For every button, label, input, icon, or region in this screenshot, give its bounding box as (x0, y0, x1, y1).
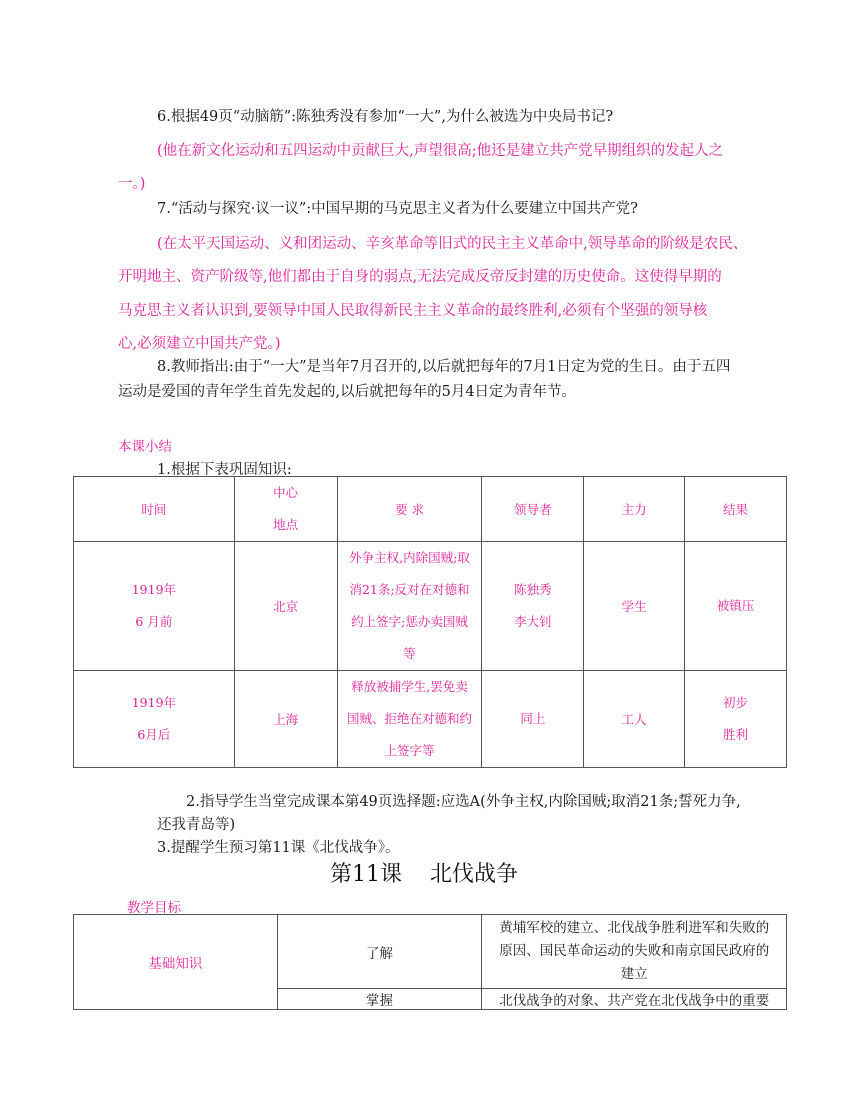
q7-answer-line-2: 开明地主、资产阶级等,他们都由于自身的弱点,无法完成反帝反封建的历史使命。这使得早期的 (118, 269, 722, 285)
summary-item-2-line-1: 2.指导学生当堂完成课本第49页选择题:应选A(外争主权,内除国贼;取消21条;誓死力争, (186, 794, 741, 810)
cell-force: 学生 (584, 542, 685, 671)
cell-time: 1919年 6月后 (74, 671, 235, 768)
q7-question: 7.“活动与探究·议一议”:中国早期的马克思主义者为什么要建立中国共产党? (157, 201, 638, 217)
q8-line-2: 运动是爱国的青年学生首先发起的,以后就把每年的5月4日定为青年节。 (118, 384, 577, 400)
q6-answer-line-2: 一。) (118, 176, 146, 192)
summary-item-1: 1.根据下表巩固知识: (157, 462, 292, 478)
objective-content: 北伐战争的对象、共产党在北伐战争中的重要 (482, 989, 787, 1010)
objectives-heading: 教学目标 (127, 900, 181, 916)
header-place: 中心 地点 (234, 477, 337, 542)
table-row (74, 915, 787, 989)
header-leader: 领导者 (482, 477, 584, 542)
cell-time: 1919年 6 月前 (74, 542, 235, 671)
cell-demands: 释放被捕学生,罢免卖 国贼、拒绝在对德和约 上签字等 (337, 671, 482, 768)
cell-result: 初步 胜利 (685, 671, 787, 768)
q6-question: 6.根据49页“动脑筋”:陈独秀没有参加“一大”,为什么被选为中央局书记? (157, 109, 614, 125)
q7-answer-line-1: (在太平天国运动、义和团运动、辛亥革命等旧式的民主主义革命中,领导革命的阶级是农民、 (157, 236, 748, 252)
objective-level: 了解 (277, 915, 482, 989)
q7-answer-line-4: 心,必须建立中国共产党。) (118, 336, 281, 352)
objectives-table (73, 914, 787, 1010)
cell-leader: 同上 (482, 671, 584, 768)
objective-level: 掌握 (277, 989, 482, 1010)
header-force: 主力 (584, 477, 685, 542)
lesson-title: 第11课 北伐战争 (330, 862, 518, 887)
header-time: 时间 (74, 477, 235, 542)
objective-content: 黄埔军校的建立、北伐战争胜利进军和失败的 原因、国民革命运动的失败和南京国民政府的 建立 (482, 915, 787, 989)
table-row (74, 542, 787, 671)
summary-heading: 本课小结 (118, 439, 172, 455)
summary-table-header-row (74, 477, 787, 542)
cell-place: 上海 (234, 671, 337, 768)
table-row (74, 671, 787, 768)
q8-line-1: 8.教师指出:由于“一大”是当年7月召开的,以后就把每年的7月1日定为党的生日。由于五四 (157, 359, 731, 375)
q7-answer-line-3: 马克思主义者认识到,要领导中国人民取得新民主主义革命的最终胜利,必须有个坚强的领导核 (118, 303, 708, 319)
cell-result: 被镇压 (685, 542, 787, 671)
header-demands: 要 求 (337, 477, 482, 542)
header-result: 结果 (685, 477, 787, 542)
cell-leader: 陈独秀 李大钊 (482, 542, 584, 671)
q6-answer-line-1: (他在新文化运动和五四运动中贡献巨大,声望很高;他还是建立共产党早期组织的发起人之 (157, 143, 724, 159)
summary-item-3: 3.提醒学生预习第11课《北伐战争》。 (157, 840, 400, 856)
objective-category: 基础知识 (74, 915, 278, 1010)
cell-demands: 外争主权,内除国贼;取 消21条;反对在对德和 约上签字;惩办卖国贼 等 (337, 542, 482, 671)
cell-force: 工人 (584, 671, 685, 768)
cell-place: 北京 (234, 542, 337, 671)
summary-item-2-line-2: 还我青岛等) (157, 817, 236, 833)
summary-table (73, 476, 787, 768)
